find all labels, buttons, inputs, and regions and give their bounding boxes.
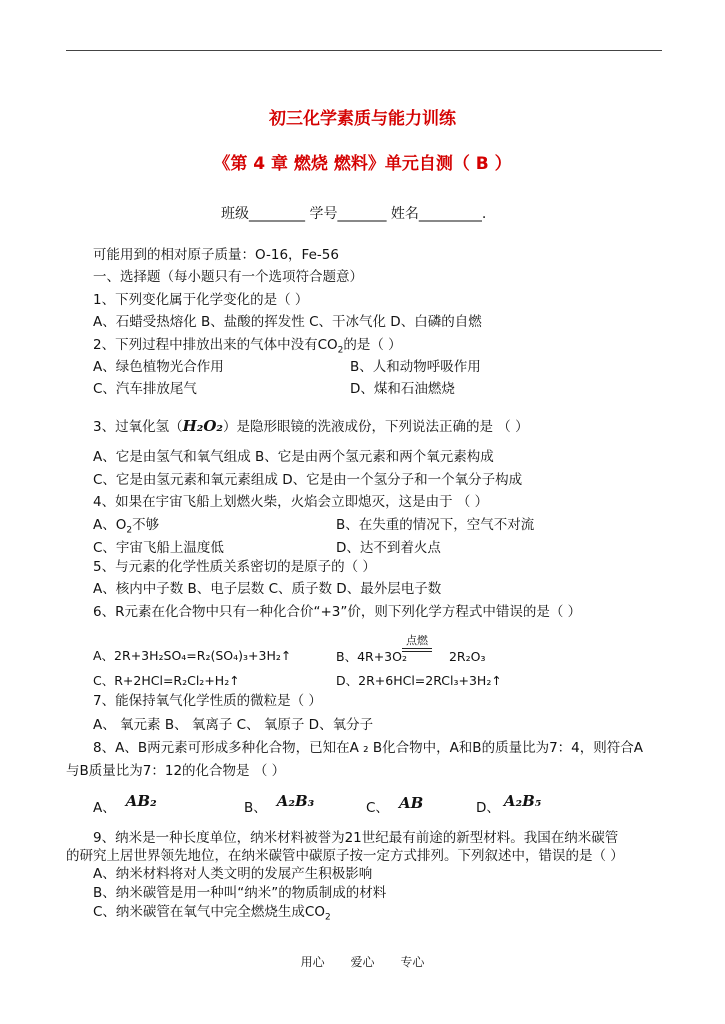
question-3-options-ab: A、它是由氢气和氧气组成 B、它是由两个氢元素和两个氧元素构成 (93, 449, 494, 465)
question-6-option-c: C、R+2HCl=R₂Cl₂+H₂↑ (93, 673, 240, 688)
question-9-stem-line2: 的研究上居世界领先地位，在纳米碳管中碳原子按一定方式排列。下列叙述中，错误的是（ ） (66, 848, 624, 864)
question-2-option-c: C、汽车排放尾气 (93, 381, 197, 397)
question-3-options-cd: C、它是由氢元素和氧元素组成 D、它是由一个氢分子和一个氧分子构成 (93, 472, 523, 488)
question-4-option-a: A、$O_2$不够 (93, 517, 160, 536)
question-5-stem: 5、与元素的化学性质关系密切的是原子的（ ） (93, 559, 376, 575)
question-6-option-a: A、2R+3H₂SO₄=R₂(SO₄)₃+3H₂↑ (93, 648, 292, 663)
header-rule (66, 50, 662, 51)
question-9-stem-line1: 9、纳米是一种长度单位，纳米材料被誉为21世纪最有前途的新型材料。我国在纳米碳管 (93, 830, 619, 846)
question-7-options: A、 氧元素 B、 氧离子 C、 氧原子 D、氧分子 (93, 717, 374, 733)
question-4-stem: 4、如果在宇宙飞船上划燃火柴，火焰会立即熄灭，这是由于 （ ） (93, 494, 489, 510)
question-8-option-c: C、 AB (366, 794, 424, 816)
page-title: 初三化学素质与能力训练 (269, 109, 456, 129)
question-9-option-a: A、纳米材料将对人类文明的发展产生积极影响 (93, 866, 373, 882)
question-4-option-b: B、在失重的情况下，空气不对流 (336, 517, 535, 533)
question-2-stem: 2、下列过程中排放出来的气体中没有$CO_2$的是（ ） (93, 337, 402, 356)
atomic-mass-note: 可能用到的相对原子质量：O-16，Fe-56 (93, 247, 339, 263)
question-4-option-d: D、达不到着火点 (336, 540, 441, 556)
question-8-option-d: D、 A₂B₅ (476, 792, 542, 816)
question-9-option-b: B、纳米碳管是用一种叫“纳米”的物质制成的材料 (93, 885, 387, 901)
question-6-option-b: B、4R+3O₂ 2R₂O₃ (336, 649, 486, 664)
student-info: 班级________ 学号_______ 姓名_________. (221, 206, 487, 222)
question-4-option-c: C、宇宙飞船上温度低 (93, 540, 224, 556)
ignition-condition: 点燃 (402, 635, 432, 652)
question-2-option-a: A、绿色植物光合作用 (93, 359, 224, 375)
question-7-stem: 7、能保持氧气化学性质的微粒是（ ） (93, 693, 322, 709)
question-8-stem-line2: 与B质量比为7：12的化合物是 （ ） (66, 763, 286, 779)
question-8-stem-line1: 8、A、B两元素可形成多种化合物，已知在A ₂ B化合物中，A和B的质量比为7：4，则符合A (93, 740, 643, 756)
footer-word-3: 专心 (400, 955, 425, 969)
h2o2-formula: H₂O₂ (182, 417, 223, 435)
page-footer (0, 953, 725, 970)
question-2-option-b: B、人和动物呼吸作用 (350, 359, 481, 375)
question-3-stem: 3、过氧化氢（H₂O₂）是隐形眼镜的洗液成份，下列说法正确的是 （ ） (93, 417, 529, 435)
footer-word-1: 用心 (300, 955, 325, 969)
question-5-options: A、核内中子数 B、电子层数 C、质子数 D、最外层电子数 (93, 581, 442, 597)
footer-word-2: 爱心 (350, 955, 375, 969)
section-heading: 一、选择题（每小题只有一个选项符合题意） (93, 269, 363, 285)
question-8-option-b: B、 A₂B₃ (244, 792, 315, 816)
question-8-option-a: A、 AB₂ (93, 792, 157, 816)
question-6-stem: 6、R元素在化合物中只有一种化合价“+3”价，则下列化学方程式中错误的是（ ） (93, 604, 582, 620)
question-6-option-d: D、2R+6HCl=2RCl₃+3H₂↑ (336, 673, 502, 688)
page-subtitle: 《第 4 章 燃烧 燃料》单元自测（ B ） (213, 154, 512, 174)
question-9-option-c: C、纳米碳管在氧气中完全燃烧生成$CO_2$ (93, 904, 331, 923)
question-1-options: A、石蜡受热熔化 B、盐酸的挥发性 C、干冰气化 D、白磷的自燃 (93, 314, 482, 330)
question-2-option-d: D、煤和石油燃烧 (350, 381, 455, 397)
question-1-stem: 1、下列变化属于化学变化的是（ ） (93, 292, 309, 308)
